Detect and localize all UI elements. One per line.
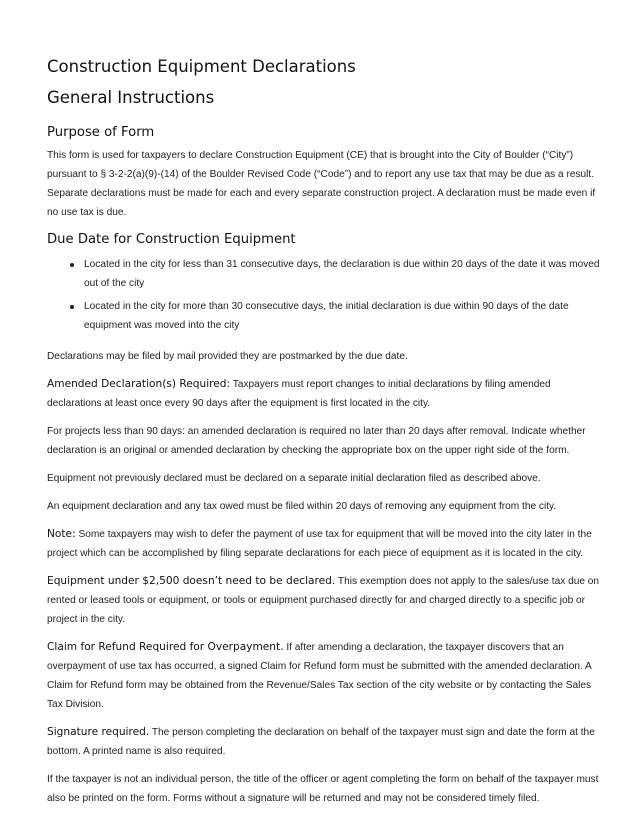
mail-paragraph: Declarations may be filed by mail provided they are postmarked by the due date. xyxy=(47,351,408,362)
within-20-days-paragraph: An equipment declaration and any tax owed must be filed within 20 days of removing any equipment from the city. xyxy=(47,501,557,512)
not-individual-paragraph: If the taxpayer is not an individual person, the title of the officer or agent completing the form on behalf of the taxpayer must also be printed on the form. Forms without a signature will be returned and may not be considered timely filed. xyxy=(47,774,599,804)
note-text: Some taxpayers may wish to defer the payment of use tax for equipment that will be moved into the city later in the project which can be accomplished by filing separate declarations for each piece of equipment as it is located in the city. xyxy=(47,529,592,559)
under-2500-paragraph xyxy=(47,572,600,629)
refund-text: If after amending a declaration, the taxpayer discovers that an overpayment of use tax has occurred, a signed Claim for Refund form must be submitted with the amended declaration. A Claim for Refund form may be obtained from the Revenue/Sales Tax section of the city website or by contacting the Sales Tax Division. xyxy=(47,642,592,710)
refund-lead: Claim for Refund Required for Overpayment. xyxy=(47,641,284,653)
under-2500-lead: Equipment under $2,500 doesn’t need to be declared. xyxy=(47,575,336,587)
amended-paragraph xyxy=(47,375,600,413)
amended-lead: Amended Declaration(s) Required: xyxy=(47,378,231,390)
purpose-paragraph: This form is used for taxpayers to declare Construction Equipment (CE) that is brought into the City of Boulder (“City”) pursuant to § 3-2-2(a)(9)-(14) of the Boulder Revised Code (“Code”) and to report any use tax that may be due as a result. Separate declarations must be made for each and every separate construction project. A declaration must be made even if no use tax is due. xyxy=(47,150,596,218)
list-item xyxy=(84,297,600,335)
bullet-icon xyxy=(70,305,74,309)
list-item-text: Located in the city for less than 31 consecutive days, the declaration is due within 20 days of the date it was moved out of the city xyxy=(84,259,600,289)
signature-paragraph xyxy=(47,723,600,761)
not-declared-paragraph: Equipment not previously declared must be declared on a separate initial declaration filed as described above. xyxy=(47,473,541,484)
signature-lead: Signature required. xyxy=(47,726,150,738)
note-paragraph xyxy=(47,525,600,563)
due-date-heading: Due Date for Construction Equipment xyxy=(47,232,296,247)
purpose-heading: Purpose of Form xyxy=(47,125,155,140)
list-item xyxy=(84,255,600,293)
note-lead: Note: xyxy=(47,528,76,540)
document-subtitle: General Instructions xyxy=(47,88,215,107)
under-2500-text: This exemption does not apply to the sales/use tax due on rented or leased tools or equipment, or tools or equipment purchased directly for and charged directly to a specific job or project in the city. xyxy=(47,576,600,625)
bullet-icon xyxy=(70,263,74,267)
due-date-list xyxy=(47,255,600,335)
amended-text: Taxpayers must report changes to initial declarations by filing amended declarations at least once every 90 days after the equipment is first located in the city. xyxy=(47,379,551,409)
document-title: Construction Equipment Declarations xyxy=(47,57,356,76)
signature-text: The person completing the declaration on behalf of the taxpayer must sign and date the form at the bottom. A printed name is also required. xyxy=(47,727,595,757)
list-item-text: Located in the city for more than 30 consecutive days, the initial declaration is due within 90 days of the date equipment was moved into the city xyxy=(84,301,569,331)
refund-paragraph xyxy=(47,638,600,714)
short-projects-paragraph: For projects less than 90 days: an amended declaration is required no later than 20 days after removal. Indicate whether declaration is an original or amended declaration by checking the appropriate box on the upper right side of the form. xyxy=(47,426,586,456)
